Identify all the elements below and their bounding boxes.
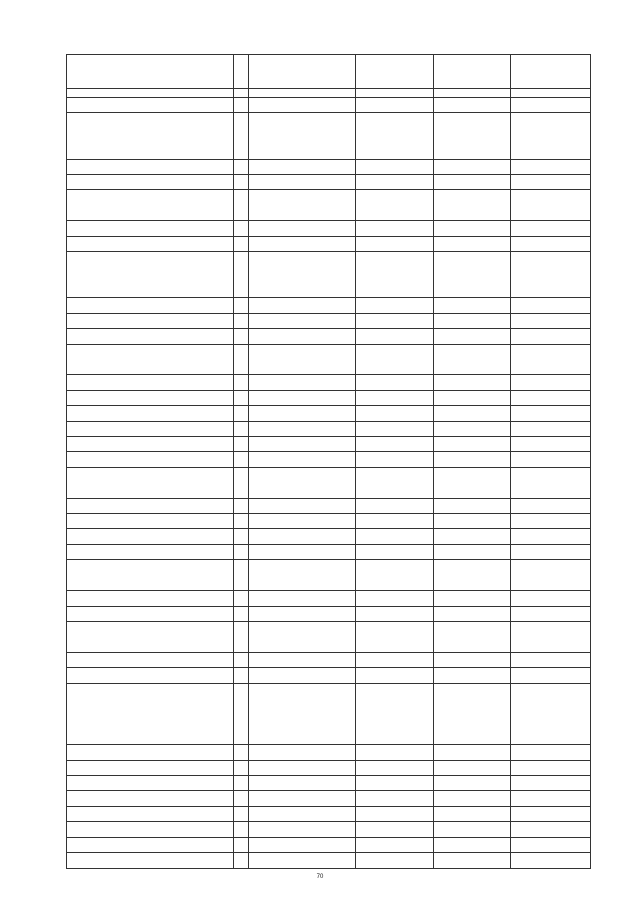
- column-number: [511, 89, 591, 98]
- table-cell: [356, 837, 434, 852]
- table-cell: [511, 159, 591, 174]
- table-cell: [249, 837, 356, 852]
- table-cell: [234, 467, 249, 498]
- table-cell: [234, 498, 249, 513]
- table-cell: [434, 760, 511, 775]
- table-cell: [234, 652, 249, 667]
- table-cell: [511, 221, 591, 236]
- table-cell: [67, 529, 234, 544]
- table-cell: [249, 159, 356, 174]
- table-cell: [511, 190, 591, 221]
- table-cell: [356, 544, 434, 559]
- table-cell: [234, 437, 249, 452]
- table-cell: [234, 760, 249, 775]
- table-cell: [511, 498, 591, 513]
- table-cell: [234, 683, 249, 745]
- table-cell: [356, 452, 434, 467]
- table-cell: [67, 683, 234, 745]
- table-cell: [249, 298, 356, 313]
- table-cell: [249, 236, 356, 251]
- table-cell: [356, 668, 434, 683]
- table-cell: [511, 791, 591, 806]
- table-cell: [356, 745, 434, 760]
- table-row: [67, 806, 591, 821]
- table-cell: [356, 175, 434, 190]
- table-cell: [67, 113, 234, 159]
- table-cell: [67, 606, 234, 621]
- table-cell: [67, 298, 234, 313]
- table-cell: [249, 452, 356, 467]
- table-cell: [249, 683, 356, 745]
- table-cell: [67, 375, 234, 390]
- table-cell: [356, 437, 434, 452]
- table-cell: [249, 514, 356, 529]
- table-cell: [234, 390, 249, 405]
- column-header: [434, 55, 511, 89]
- table-cell: [67, 159, 234, 174]
- table-cell: [434, 344, 511, 375]
- table-cell: [511, 760, 591, 775]
- page-number: 70: [316, 874, 324, 880]
- table-cell: [511, 683, 591, 745]
- table-cell: [234, 822, 249, 837]
- table-cell: [234, 113, 249, 159]
- table-cell: [249, 853, 356, 868]
- table-cell: [67, 791, 234, 806]
- table-cell: [67, 329, 234, 344]
- table-cell: [434, 560, 511, 591]
- table-cell: [356, 98, 434, 113]
- table-cell: [434, 452, 511, 467]
- table-cell: [511, 467, 591, 498]
- table-cell: [434, 853, 511, 868]
- table-cell: [356, 498, 434, 513]
- table-cell: [356, 159, 434, 174]
- column-header: [67, 55, 234, 89]
- table-cell: [434, 406, 511, 421]
- table-cell: [234, 329, 249, 344]
- table-cell: [511, 375, 591, 390]
- table-cell: [434, 529, 511, 544]
- table-cell: [434, 544, 511, 559]
- table-cell: [234, 452, 249, 467]
- table-cell: [234, 745, 249, 760]
- table-cell: [434, 791, 511, 806]
- table-row: [67, 313, 591, 328]
- table-cell: [234, 175, 249, 190]
- table-cell: [234, 560, 249, 591]
- table-cell: [234, 98, 249, 113]
- table-cell: [67, 560, 234, 591]
- table-cell: [511, 776, 591, 791]
- table-cell: [356, 298, 434, 313]
- table-cell: [234, 806, 249, 821]
- column-header: [249, 55, 356, 89]
- table-cell: [434, 298, 511, 313]
- table-cell: [434, 252, 511, 298]
- table-cell: [511, 745, 591, 760]
- table-cell: [234, 529, 249, 544]
- table-cell: [67, 390, 234, 405]
- table-cell: [356, 190, 434, 221]
- table-cell: [67, 421, 234, 436]
- table-cell: [234, 221, 249, 236]
- table-cell: [434, 837, 511, 852]
- table-cell: [234, 853, 249, 868]
- table-cell: [249, 776, 356, 791]
- table-cell: [249, 175, 356, 190]
- table-cell: [434, 437, 511, 452]
- table-row: [67, 853, 591, 868]
- column-header: [234, 55, 249, 89]
- table-cell: [434, 98, 511, 113]
- table-cell: [434, 421, 511, 436]
- table-cell: [434, 221, 511, 236]
- table-row: [67, 668, 591, 683]
- table-cell: [356, 221, 434, 236]
- table-cell: [434, 390, 511, 405]
- table-cell: [434, 806, 511, 821]
- column-number: [249, 89, 356, 98]
- table-cell: [434, 668, 511, 683]
- table-row: [67, 236, 591, 251]
- table-cell: [249, 544, 356, 559]
- table-cell: [511, 98, 591, 113]
- table-cell: [249, 806, 356, 821]
- table-cell: [511, 344, 591, 375]
- table-cell: [249, 313, 356, 328]
- budget-table-body: [67, 55, 591, 869]
- table-row: [67, 252, 591, 298]
- table-cell: [356, 806, 434, 821]
- table-cell: [434, 159, 511, 174]
- table-row: [67, 837, 591, 852]
- table-cell: [356, 236, 434, 251]
- table-row: [67, 329, 591, 344]
- table-cell: [67, 252, 234, 298]
- table-row: [67, 745, 591, 760]
- table-cell: [434, 822, 511, 837]
- table-cell: [234, 421, 249, 436]
- table-cell: [434, 745, 511, 760]
- table-cell: [356, 514, 434, 529]
- table-cell: [249, 606, 356, 621]
- table-cell: [356, 591, 434, 606]
- table-cell: [67, 406, 234, 421]
- table-row: [67, 437, 591, 452]
- table-cell: [511, 329, 591, 344]
- table-row: [67, 113, 591, 159]
- table-cell: [434, 514, 511, 529]
- table-cell: [356, 621, 434, 652]
- table-cell: [511, 252, 591, 298]
- table-cell: [356, 760, 434, 775]
- table-cell: [234, 544, 249, 559]
- table-cell: [67, 98, 234, 113]
- table-cell: [67, 776, 234, 791]
- table-cell: [434, 683, 511, 745]
- table-cell: [67, 313, 234, 328]
- table-cell: [356, 791, 434, 806]
- table-cell: [67, 452, 234, 467]
- table-cell: [434, 776, 511, 791]
- table-cell: [511, 406, 591, 421]
- table-cell: [234, 298, 249, 313]
- table-cell: [356, 329, 434, 344]
- table-cell: [511, 236, 591, 251]
- table-cell: [511, 437, 591, 452]
- table-row: [67, 621, 591, 652]
- table-cell: [511, 298, 591, 313]
- table-cell: [356, 467, 434, 498]
- table-cell: [511, 652, 591, 667]
- table-cell: [356, 606, 434, 621]
- table-cell: [234, 837, 249, 852]
- table-cell: [511, 313, 591, 328]
- table-cell: [67, 514, 234, 529]
- table-cell: [67, 544, 234, 559]
- table-cell: [511, 390, 591, 405]
- table-cell: [67, 621, 234, 652]
- table-cell: [511, 452, 591, 467]
- table-cell: [249, 822, 356, 837]
- table-cell: [434, 591, 511, 606]
- table-cell: [249, 344, 356, 375]
- table-row: [67, 606, 591, 621]
- column-number: [434, 89, 511, 98]
- table-cell: [511, 113, 591, 159]
- table-row: [67, 776, 591, 791]
- table-cell: [234, 791, 249, 806]
- table-cell: [67, 745, 234, 760]
- table-row: [67, 498, 591, 513]
- table-cell: [249, 591, 356, 606]
- table-cell: [434, 652, 511, 667]
- table-cell: [434, 498, 511, 513]
- table-cell: [356, 344, 434, 375]
- table-row: [67, 421, 591, 436]
- table-cell: [234, 606, 249, 621]
- table-cell: [356, 853, 434, 868]
- table-cell: [234, 344, 249, 375]
- table-cell: [249, 760, 356, 775]
- table-cell: [67, 437, 234, 452]
- table-cell: [434, 606, 511, 621]
- table-cell: [67, 190, 234, 221]
- table-cell: [67, 221, 234, 236]
- table-cell: [234, 591, 249, 606]
- table-cell: [511, 668, 591, 683]
- table-cell: [249, 437, 356, 452]
- table-cell: [234, 159, 249, 174]
- table-cell: [434, 313, 511, 328]
- table-cell: [434, 236, 511, 251]
- table-row: [67, 221, 591, 236]
- table-cell: [249, 375, 356, 390]
- table-cell: [67, 344, 234, 375]
- table-row: [67, 544, 591, 559]
- table-header-row: [67, 55, 591, 89]
- table-cell: [67, 822, 234, 837]
- table-cell: [249, 498, 356, 513]
- table-cell: [434, 375, 511, 390]
- table-cell: [356, 560, 434, 591]
- table-cell: [356, 776, 434, 791]
- table-cell: [249, 560, 356, 591]
- table-row: [67, 298, 591, 313]
- table-cell: [511, 837, 591, 852]
- table-cell: [249, 252, 356, 298]
- table-cell: [67, 760, 234, 775]
- table-cell: [67, 467, 234, 498]
- table-row: [67, 452, 591, 467]
- table-row: [67, 375, 591, 390]
- table-cell: [249, 98, 356, 113]
- table-row: [67, 467, 591, 498]
- table-cell: [434, 467, 511, 498]
- table-cell: [511, 606, 591, 621]
- table-row: [67, 406, 591, 421]
- table-cell: [356, 113, 434, 159]
- table-cell: [511, 529, 591, 544]
- table-cell: [511, 621, 591, 652]
- budget-table: [66, 54, 591, 869]
- table-cell: [356, 313, 434, 328]
- table-cell: [249, 390, 356, 405]
- table-cell: [234, 190, 249, 221]
- column-number-row: [67, 89, 591, 98]
- column-number: [356, 89, 434, 98]
- table-cell: [356, 375, 434, 390]
- table-cell: [249, 745, 356, 760]
- table-cell: [511, 514, 591, 529]
- column-number: [234, 89, 249, 98]
- table-cell: [234, 514, 249, 529]
- table-cell: [356, 822, 434, 837]
- table-cell: [249, 329, 356, 344]
- table-row: [67, 98, 591, 113]
- table-cell: [434, 621, 511, 652]
- table-cell: [249, 529, 356, 544]
- table-cell: [511, 822, 591, 837]
- column-header: [356, 55, 434, 89]
- table-cell: [356, 683, 434, 745]
- table-cell: [234, 776, 249, 791]
- table-row: [67, 514, 591, 529]
- table-cell: [249, 421, 356, 436]
- table-cell: [234, 313, 249, 328]
- table-cell: [249, 190, 356, 221]
- table-cell: [249, 406, 356, 421]
- table-cell: [511, 544, 591, 559]
- table-row: [67, 175, 591, 190]
- table-cell: [234, 406, 249, 421]
- table-cell: [511, 175, 591, 190]
- table-cell: [511, 560, 591, 591]
- table-row: [67, 822, 591, 837]
- table-cell: [356, 252, 434, 298]
- table-cell: [67, 591, 234, 606]
- column-header: [511, 55, 591, 89]
- table-cell: [511, 421, 591, 436]
- table-cell: [234, 375, 249, 390]
- table-row: [67, 791, 591, 806]
- table-cell: [249, 652, 356, 667]
- table-cell: [67, 668, 234, 683]
- table-cell: [249, 221, 356, 236]
- table-cell: [67, 806, 234, 821]
- table-cell: [511, 591, 591, 606]
- table-cell: [234, 252, 249, 298]
- table-cell: [249, 791, 356, 806]
- table-cell: [234, 236, 249, 251]
- table-cell: [67, 652, 234, 667]
- table-row: [67, 190, 591, 221]
- column-number: [67, 89, 234, 98]
- table-cell: [67, 498, 234, 513]
- table-row: [67, 683, 591, 745]
- table-cell: [249, 621, 356, 652]
- table-cell: [434, 175, 511, 190]
- table-cell: [356, 529, 434, 544]
- table-cell: [356, 406, 434, 421]
- table-cell: [434, 190, 511, 221]
- table-row: [67, 344, 591, 375]
- table-row: [67, 591, 591, 606]
- table-cell: [234, 668, 249, 683]
- table-cell: [249, 467, 356, 498]
- table-cell: [434, 329, 511, 344]
- table-cell: [234, 621, 249, 652]
- table-cell: [249, 113, 356, 159]
- table-cell: [356, 652, 434, 667]
- table-row: [67, 529, 591, 544]
- table-cell: [356, 390, 434, 405]
- table-row: [67, 159, 591, 174]
- table-cell: [67, 853, 234, 868]
- table-cell: [249, 668, 356, 683]
- table-cell: [67, 236, 234, 251]
- table-row: [67, 560, 591, 591]
- table-cell: [67, 837, 234, 852]
- table-cell: [434, 113, 511, 159]
- table-cell: [67, 175, 234, 190]
- table-row: [67, 652, 591, 667]
- table-row: [67, 390, 591, 405]
- table-cell: [511, 853, 591, 868]
- table-cell: [511, 806, 591, 821]
- table-cell: [356, 421, 434, 436]
- table-row: [67, 760, 591, 775]
